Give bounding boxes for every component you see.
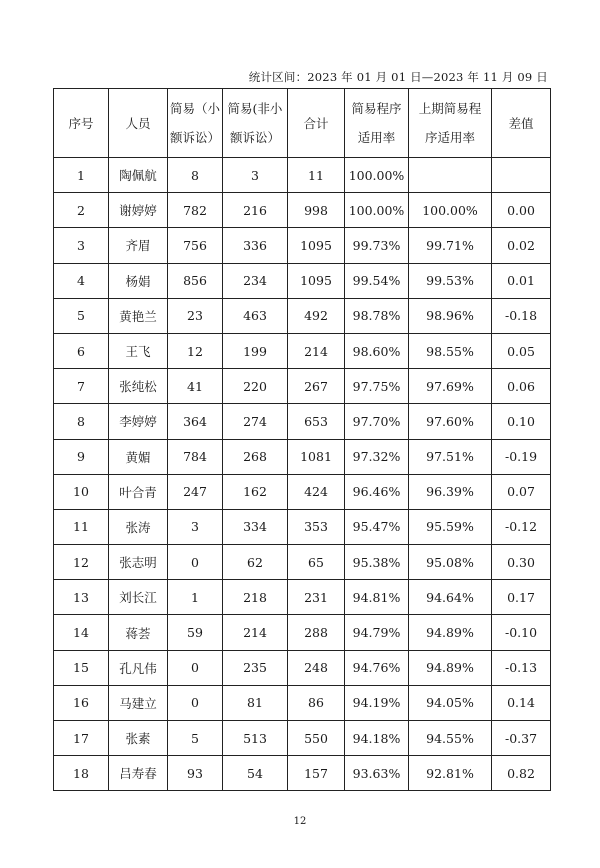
prev-rate-cell: 97.69% (409, 369, 492, 404)
rate-cell: 99.54% (345, 263, 409, 298)
index-cell: 6 (54, 333, 109, 368)
person-cell: 齐眉 (109, 228, 168, 263)
header-cell-prev-rate: 上期简易程 序适用率 (409, 89, 492, 158)
diff-cell: -0.19 (492, 439, 551, 474)
index-cell: 10 (54, 474, 109, 509)
table-row (54, 298, 551, 333)
person-cell: 王飞 (109, 333, 168, 368)
simple-nonsmall-cell: 218 (223, 580, 288, 615)
index-cell: 13 (54, 580, 109, 615)
table-row (54, 580, 551, 615)
simple-nonsmall-cell: 62 (223, 545, 288, 580)
header-cell-index: 序号 (54, 89, 109, 158)
rate-cell: 97.75% (345, 369, 409, 404)
simple-nonsmall-cell: 214 (223, 615, 288, 650)
table-body (54, 158, 551, 791)
header-cell-person: 人员 (109, 89, 168, 158)
person-cell: 张志明 (109, 545, 168, 580)
table-row (54, 474, 551, 509)
simple-small-cell: 364 (168, 404, 223, 439)
prev-rate-cell: 99.71% (409, 228, 492, 263)
index-cell: 8 (54, 404, 109, 439)
header-row (54, 89, 551, 158)
simple-nonsmall-cell: 3 (223, 158, 288, 193)
rate-cell: 94.79% (345, 615, 409, 650)
prev-rate-cell: 97.51% (409, 439, 492, 474)
prev-rate-cell: 96.39% (409, 474, 492, 509)
table-row (54, 685, 551, 720)
index-cell: 12 (54, 545, 109, 580)
prev-rate-cell: 94.89% (409, 650, 492, 685)
index-cell: 9 (54, 439, 109, 474)
table-row (54, 228, 551, 263)
diff-cell: 0.10 (492, 404, 551, 439)
simple-small-cell: 247 (168, 474, 223, 509)
diff-cell: 0.82 (492, 756, 551, 791)
person-cell: 叶合青 (109, 474, 168, 509)
prev-rate-cell (409, 158, 492, 193)
diff-cell: 0.00 (492, 193, 551, 228)
table-row (54, 263, 551, 298)
person-cell: 张素 (109, 721, 168, 756)
index-cell: 3 (54, 228, 109, 263)
total-cell: 1095 (288, 263, 345, 298)
simple-small-cell: 59 (168, 615, 223, 650)
table-row (54, 333, 551, 368)
diff-cell: -0.37 (492, 721, 551, 756)
simple-small-cell: 782 (168, 193, 223, 228)
prev-rate-cell: 94.55% (409, 721, 492, 756)
rate-cell: 100.00% (345, 193, 409, 228)
simple-nonsmall-cell: 336 (223, 228, 288, 263)
simple-nonsmall-cell: 235 (223, 650, 288, 685)
simple-small-cell: 41 (168, 369, 223, 404)
stat-range-label: 统计区间：2023 年 01 月 01 日—2023 年 11 月 09 日 (248, 70, 548, 84)
diff-cell: 0.02 (492, 228, 551, 263)
index-cell: 17 (54, 721, 109, 756)
total-cell: 267 (288, 369, 345, 404)
simple-small-cell: 12 (168, 333, 223, 368)
diff-cell: 0.07 (492, 474, 551, 509)
total-cell: 157 (288, 756, 345, 791)
rate-cell: 94.76% (345, 650, 409, 685)
total-cell: 550 (288, 721, 345, 756)
simple-small-cell: 0 (168, 650, 223, 685)
index-cell: 16 (54, 685, 109, 720)
rate-cell: 97.70% (345, 404, 409, 439)
total-cell: 65 (288, 545, 345, 580)
person-cell: 张纯松 (109, 369, 168, 404)
diff-cell: -0.10 (492, 615, 551, 650)
simple-nonsmall-cell: 81 (223, 685, 288, 720)
total-cell: 231 (288, 580, 345, 615)
table-row (54, 721, 551, 756)
index-cell: 7 (54, 369, 109, 404)
diff-cell: 0.17 (492, 580, 551, 615)
index-cell: 14 (54, 615, 109, 650)
table-row (54, 404, 551, 439)
index-cell: 15 (54, 650, 109, 685)
diff-cell: 0.30 (492, 545, 551, 580)
person-cell: 李婷婷 (109, 404, 168, 439)
simple-nonsmall-cell: 268 (223, 439, 288, 474)
table-row (54, 650, 551, 685)
simple-small-cell: 93 (168, 756, 223, 791)
table-row (54, 615, 551, 650)
person-cell: 马建立 (109, 685, 168, 720)
person-cell: 黄艳兰 (109, 298, 168, 333)
simple-small-cell: 0 (168, 685, 223, 720)
prev-rate-cell: 98.96% (409, 298, 492, 333)
header-cell-simple-small: 简易（小 额诉讼） (168, 89, 223, 158)
person-cell: 杨娟 (109, 263, 168, 298)
simple-nonsmall-cell: 162 (223, 474, 288, 509)
prev-rate-cell: 92.81% (409, 756, 492, 791)
rate-cell: 99.73% (345, 228, 409, 263)
rate-cell: 98.60% (345, 333, 409, 368)
person-cell: 谢婷婷 (109, 193, 168, 228)
rate-cell: 95.38% (345, 545, 409, 580)
table-row (54, 158, 551, 193)
rate-cell: 96.46% (345, 474, 409, 509)
rate-cell: 95.47% (345, 509, 409, 544)
rate-cell: 94.18% (345, 721, 409, 756)
simple-small-cell: 1 (168, 580, 223, 615)
simple-nonsmall-cell: 513 (223, 721, 288, 756)
table-row (54, 545, 551, 580)
total-cell: 492 (288, 298, 345, 333)
rate-cell: 97.32% (345, 439, 409, 474)
header-cell-diff: 差值 (492, 89, 551, 158)
index-cell: 4 (54, 263, 109, 298)
table-row (54, 193, 551, 228)
person-cell: 刘长江 (109, 580, 168, 615)
diff-cell: 0.06 (492, 369, 551, 404)
total-cell: 288 (288, 615, 345, 650)
total-cell: 11 (288, 158, 345, 193)
total-cell: 1095 (288, 228, 345, 263)
prev-rate-cell: 94.89% (409, 615, 492, 650)
rate-cell: 94.81% (345, 580, 409, 615)
simple-small-cell: 3 (168, 509, 223, 544)
prev-rate-cell: 95.59% (409, 509, 492, 544)
total-cell: 248 (288, 650, 345, 685)
table-row (54, 509, 551, 544)
simple-small-cell: 784 (168, 439, 223, 474)
diff-cell: -0.18 (492, 298, 551, 333)
simple-small-cell: 856 (168, 263, 223, 298)
simple-nonsmall-cell: 199 (223, 333, 288, 368)
table-row (54, 439, 551, 474)
simple-nonsmall-cell: 220 (223, 369, 288, 404)
prev-rate-cell: 98.55% (409, 333, 492, 368)
person-cell: 张涛 (109, 509, 168, 544)
simple-nonsmall-cell: 234 (223, 263, 288, 298)
total-cell: 1081 (288, 439, 345, 474)
page-number: 12 (293, 816, 307, 827)
person-cell: 陶佩航 (109, 158, 168, 193)
index-cell: 2 (54, 193, 109, 228)
simple-small-cell: 23 (168, 298, 223, 333)
total-cell: 653 (288, 404, 345, 439)
header-cell-simple-nonsmall: 简易(非小 额诉讼） (223, 89, 288, 158)
index-cell: 5 (54, 298, 109, 333)
rate-cell: 100.00% (345, 158, 409, 193)
simple-small-cell: 756 (168, 228, 223, 263)
simple-nonsmall-cell: 54 (223, 756, 288, 791)
rate-cell: 98.78% (345, 298, 409, 333)
diff-cell: -0.13 (492, 650, 551, 685)
total-cell: 424 (288, 474, 345, 509)
simple-nonsmall-cell: 334 (223, 509, 288, 544)
person-cell: 黄媚 (109, 439, 168, 474)
total-cell: 214 (288, 333, 345, 368)
simple-small-cell: 5 (168, 721, 223, 756)
rate-cell: 93.63% (345, 756, 409, 791)
index-cell: 1 (54, 158, 109, 193)
index-cell: 11 (54, 509, 109, 544)
prev-rate-cell: 97.60% (409, 404, 492, 439)
rate-cell: 94.19% (345, 685, 409, 720)
simple-nonsmall-cell: 463 (223, 298, 288, 333)
total-cell: 86 (288, 685, 345, 720)
person-cell: 蒋荟 (109, 615, 168, 650)
diff-cell: 0.05 (492, 333, 551, 368)
table-row (54, 369, 551, 404)
table-row (54, 756, 551, 791)
simple-small-cell: 0 (168, 545, 223, 580)
simple-nonsmall-cell: 274 (223, 404, 288, 439)
prev-rate-cell: 94.64% (409, 580, 492, 615)
prev-rate-cell: 95.08% (409, 545, 492, 580)
index-cell: 18 (54, 756, 109, 791)
person-cell: 吕寿春 (109, 756, 168, 791)
person-cell: 孔凡伟 (109, 650, 168, 685)
diff-cell (492, 158, 551, 193)
total-cell: 998 (288, 193, 345, 228)
total-cell: 353 (288, 509, 345, 544)
prev-rate-cell: 99.53% (409, 263, 492, 298)
header-cell-rate: 简易程序 适用率 (345, 89, 409, 158)
prev-rate-cell: 94.05% (409, 685, 492, 720)
simple-small-cell: 8 (168, 158, 223, 193)
simple-nonsmall-cell: 216 (223, 193, 288, 228)
statistics-table (53, 88, 551, 791)
diff-cell: 0.14 (492, 685, 551, 720)
diff-cell: -0.12 (492, 509, 551, 544)
header-cell-total: 合计 (288, 89, 345, 158)
prev-rate-cell: 100.00% (409, 193, 492, 228)
diff-cell: 0.01 (492, 263, 551, 298)
